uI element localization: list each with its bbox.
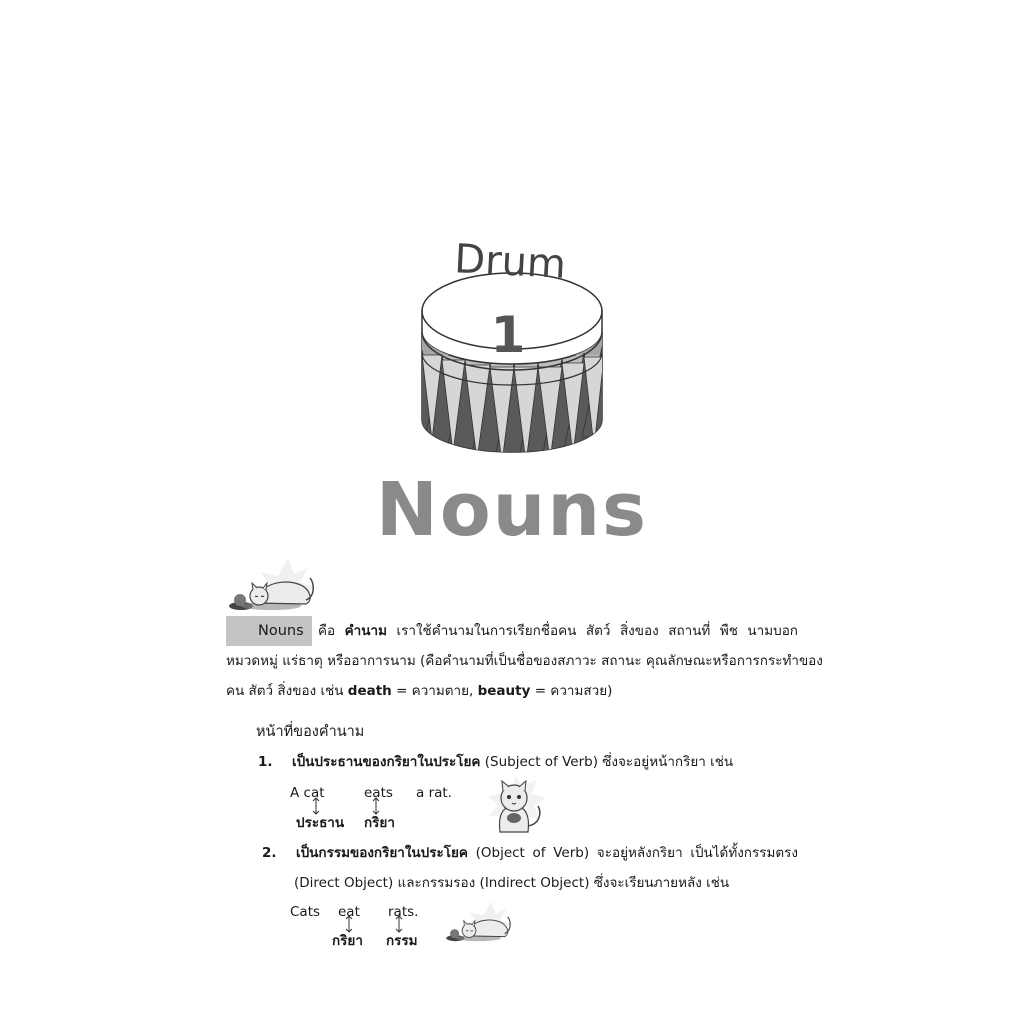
label-object: กรรม — [386, 933, 418, 949]
definition-line-3 — [226, 676, 612, 706]
nouns-tag-label: Nouns — [258, 623, 304, 639]
definition-line-1 — [318, 616, 798, 646]
example-word-beauty: beauty — [477, 683, 531, 699]
def-text: เราใช้คำนามในการเรียกชื่อคน สัตว์ สิ่งของ สถานที่ พืช นามบอก — [386, 623, 798, 639]
function-item-1 — [258, 747, 733, 777]
def-text: คือ — [318, 623, 345, 639]
definition-line-2: หมวดหมู่ แร่ธาตุ หรืออาการนาม (คือคำนามที่เป็นชื่อของสภาวะ สถานะ คุณลักษณะหรือการกระทำของ — [226, 653, 823, 669]
drum-icon — [410, 225, 615, 465]
label-subject: ประธาน — [296, 815, 345, 831]
item-title: เป็นประธานของกริยาในประโยค — [292, 754, 481, 770]
example-word: eat — [338, 904, 360, 920]
sitting-cat-illustration — [486, 776, 546, 842]
label-verb: กริยา — [364, 815, 395, 831]
functions-heading: หน้าที่ของคำนาม — [256, 724, 365, 740]
def-bold-term: คำนาม — [344, 623, 387, 639]
item-text: (Object of Verb) จะอยู่หลังกริยา เป็นได้ทั้งกรรมตรง — [467, 845, 798, 861]
def-text: = ความสวย) — [530, 683, 613, 699]
def-text: คน สัตว์ สิ่งของ เช่น — [226, 683, 348, 699]
function-item-2-line-2: (Direct Object) และกรรมรอง (Indirect Object) ซึ่งจะเรียนภายหลัง เช่น — [294, 875, 730, 891]
sleeping-cat-illustration-2 — [444, 897, 516, 953]
example-word: rats. — [388, 904, 419, 920]
example-word-death: death — [347, 683, 392, 699]
sleeping-cat-illustration — [226, 556, 321, 620]
label-verb: กริยา — [332, 933, 363, 949]
sleeping-cat-icon — [226, 556, 321, 616]
example-word: A cat — [290, 785, 325, 801]
example-1-labels — [296, 808, 395, 838]
example-word: a rat. — [416, 785, 452, 801]
chapter-title: Nouns — [375, 467, 649, 553]
nouns-tag — [226, 616, 312, 646]
function-item-2 — [262, 838, 798, 868]
item-text: (Subject of Verb) ซึ่งจะอยู่หน้ากริยา เช่น — [480, 754, 734, 770]
item-number: 1. — [258, 754, 273, 770]
example-2-labels — [332, 926, 418, 956]
drum-illustration — [410, 225, 615, 469]
def-text: = ความตาย, — [391, 683, 478, 699]
item-title: เป็นกรรมของกริยาในประโยค — [296, 845, 468, 861]
sitting-cat-icon — [486, 776, 546, 838]
chapter-number: 1 — [490, 306, 526, 364]
example-word: Cats — [290, 904, 321, 920]
sleeping-cat-icon — [444, 897, 516, 949]
item-number: 2. — [262, 845, 277, 861]
example-word: eats — [364, 785, 393, 801]
drum-word: Drum — [453, 236, 568, 288]
